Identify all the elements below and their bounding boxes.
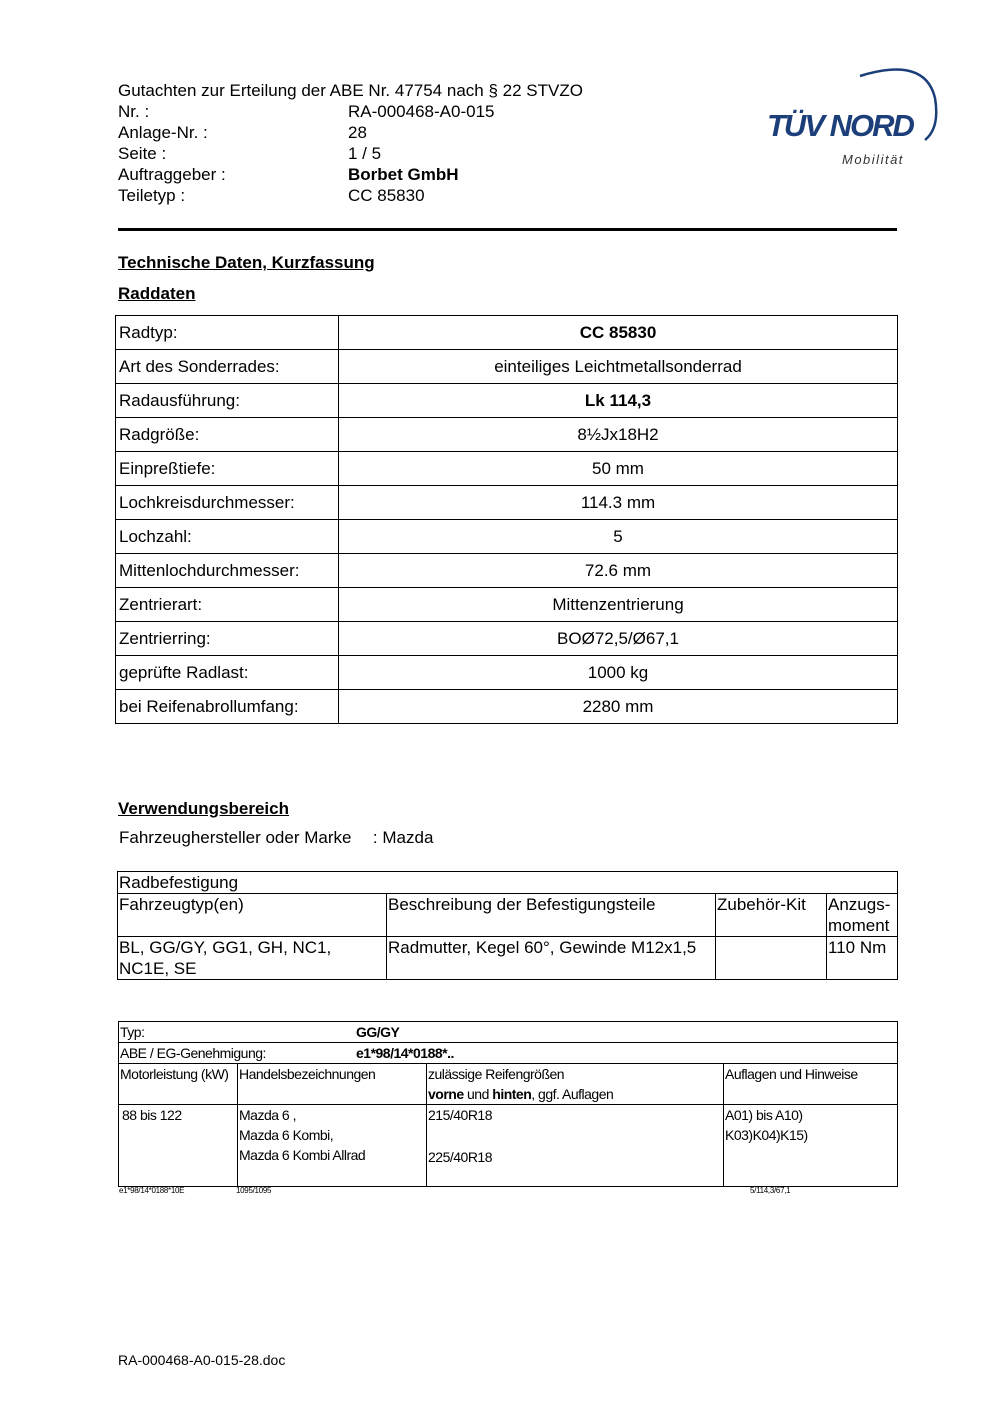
- conditions-label: , ggf. Auflagen: [531, 1086, 614, 1102]
- table-row: [116, 418, 898, 452]
- table-row: [116, 690, 898, 724]
- header-label: Auftraggeber :: [118, 165, 226, 184]
- table-cell: 110 Nm: [827, 937, 898, 980]
- vehicle-table: [118, 1021, 898, 1187]
- header-cell-line: [428, 1084, 722, 1104]
- header-value: RA-000468-A0-015: [348, 102, 495, 121]
- header-label: Teiletyp :: [118, 186, 186, 205]
- table-cell: Radmutter, Kegel 60°, Gewinde M12x1,5: [387, 937, 716, 980]
- row-label: Art des Sonderrades:: [116, 350, 339, 384]
- row-value: CC 85830: [339, 316, 898, 350]
- and-label: und: [463, 1086, 493, 1102]
- row-label: Mittenlochdurchmesser:: [116, 554, 339, 588]
- type-cell: [119, 1022, 898, 1043]
- fastening-title: Radbefestigung: [118, 872, 898, 894]
- front-label: vorne: [428, 1086, 464, 1102]
- header-cell: Motorleistung (kW): [119, 1064, 238, 1105]
- table-row: [116, 384, 898, 418]
- trade-name: Mazda 6 Kombi Allrad: [239, 1147, 366, 1163]
- table-row: [118, 937, 898, 980]
- row-label: Radgröße:: [116, 418, 339, 452]
- approval-value: e1*98/14*0188*..: [356, 1045, 454, 1061]
- header-label: Seite :: [118, 144, 167, 163]
- table-row: [116, 656, 898, 690]
- row-value: Mittenzentrierung: [339, 588, 898, 622]
- header-value: 28: [348, 123, 367, 142]
- rear-label: hinten: [492, 1086, 532, 1102]
- table-header-row: [118, 894, 898, 937]
- header-row-auftraggeber: [118, 164, 583, 185]
- footnote-pcd: 5/114,3/67,1: [750, 1186, 791, 1195]
- document-footer: RA-000468-A0-015-28.doc: [118, 1352, 286, 1368]
- manufacturer-value: Mazda: [382, 828, 434, 847]
- power-cell: 88 bis 122: [119, 1105, 238, 1187]
- logo-subtitle: Mobilität: [842, 152, 904, 167]
- header-value: CC 85830: [348, 186, 425, 205]
- row-value: 2280 mm: [339, 690, 898, 724]
- approval-label: ABE / EG-Genehmigung:: [120, 1045, 266, 1061]
- row-value: einteiliges Leichtmetallsonderrad: [339, 350, 898, 384]
- tyre-size: 215/40R18: [428, 1107, 493, 1123]
- table-header-row: [119, 1064, 898, 1105]
- header-cell: [427, 1064, 724, 1105]
- header-cell-line: zulässige Reifengrößen: [428, 1066, 565, 1082]
- footnote-approval: e1*98/14*0188*10E: [119, 1186, 185, 1195]
- row-value: 72.6 mm: [339, 554, 898, 588]
- wheel-data-table: [115, 315, 898, 724]
- row-label: Einpreßtiefe:: [116, 452, 339, 486]
- manufacturer-separator: :: [372, 828, 378, 847]
- note-line: K03)K04)K15): [725, 1127, 808, 1143]
- notes-cell: [724, 1105, 898, 1187]
- header-label: Nr. :: [118, 102, 150, 121]
- manufacturer-line: [119, 828, 433, 848]
- fastening-table: [117, 871, 898, 980]
- table-row: [116, 554, 898, 588]
- header-row-nr: [118, 101, 583, 122]
- header-row-anlage: [118, 122, 583, 143]
- row-label: Lochzahl:: [116, 520, 339, 554]
- header-cell: Beschreibung der Befestigungsteile: [387, 894, 716, 937]
- table-row: [119, 1105, 898, 1187]
- row-value: 5: [339, 520, 898, 554]
- header-cell: Auflagen und Hinweise: [724, 1064, 898, 1105]
- header-cell: Anzugs-moment: [827, 894, 898, 937]
- table-row: [116, 622, 898, 656]
- logo-text: TÜV NORD: [767, 108, 913, 143]
- tuev-nord-logo: [760, 58, 950, 178]
- document-header: [118, 80, 583, 206]
- table-row: [116, 452, 898, 486]
- header-row-teiletyp: [118, 185, 583, 206]
- trade-name: Mazda 6 ,: [239, 1107, 296, 1123]
- table-row: [116, 588, 898, 622]
- row-value: 8½Jx18H2: [339, 418, 898, 452]
- tyres-cell: [427, 1105, 724, 1187]
- tyre-size: 225/40R18: [428, 1149, 493, 1165]
- header-value: 1 / 5: [348, 144, 382, 163]
- table-row: [116, 316, 898, 350]
- table-row: [116, 350, 898, 384]
- header-row-seite: [118, 143, 583, 164]
- row-value: Lk 114,3: [339, 384, 898, 418]
- table-row: [119, 1043, 898, 1064]
- row-value: 50 mm: [339, 452, 898, 486]
- footnote-numbers: 1095/1095: [236, 1186, 272, 1195]
- header-cell: Handelsbezeichnungen: [238, 1064, 427, 1105]
- table-cell: [716, 937, 827, 980]
- trade-name: Mazda 6 Kombi,: [239, 1127, 334, 1143]
- row-value: 1000 kg: [339, 656, 898, 690]
- table-row: [116, 486, 898, 520]
- row-label: Radtyp:: [116, 316, 339, 350]
- header-value: Borbet GmbH: [348, 165, 459, 184]
- table-cell: BL, GG/GY, GG1, GH, NC1, NC1E, SE: [118, 937, 387, 980]
- document-title: Gutachten zur Erteilung der ABE Nr. 47754 nach § 22 STVZO: [118, 81, 583, 100]
- section-title-technical: Technische Daten, Kurzfassung: [118, 253, 375, 272]
- type-label: Typ:: [120, 1024, 145, 1040]
- table-row: [116, 520, 898, 554]
- header-cell: Zubehör-Kit: [716, 894, 827, 937]
- approval-cell: [119, 1043, 898, 1064]
- section-title-usage: Verwendungsbereich: [118, 799, 289, 818]
- manufacturer-label: Fahrzeughersteller oder Marke: [119, 828, 352, 847]
- row-label: Radausführung:: [116, 384, 339, 418]
- header-divider: [118, 228, 897, 231]
- row-label: bei Reifenabrollumfang:: [116, 690, 339, 724]
- header-label: Anlage-Nr. :: [118, 123, 208, 142]
- row-value: 114.3 mm: [339, 486, 898, 520]
- row-label: Zentrierring:: [116, 622, 339, 656]
- header-cell: Fahrzeugtyp(en): [118, 894, 387, 937]
- row-value: BOØ72,5/Ø67,1: [339, 622, 898, 656]
- table-row: [119, 1022, 898, 1043]
- row-label: Lochkreisdurchmesser:: [116, 486, 339, 520]
- type-value: GG/GY: [356, 1024, 400, 1040]
- table-row: [118, 872, 898, 894]
- row-label: Zentrierart:: [116, 588, 339, 622]
- row-label: geprüfte Radlast:: [116, 656, 339, 690]
- note-line: A01) bis A10): [725, 1107, 803, 1123]
- names-cell: [238, 1105, 427, 1187]
- section-title-raddaten: Raddaten: [118, 284, 196, 303]
